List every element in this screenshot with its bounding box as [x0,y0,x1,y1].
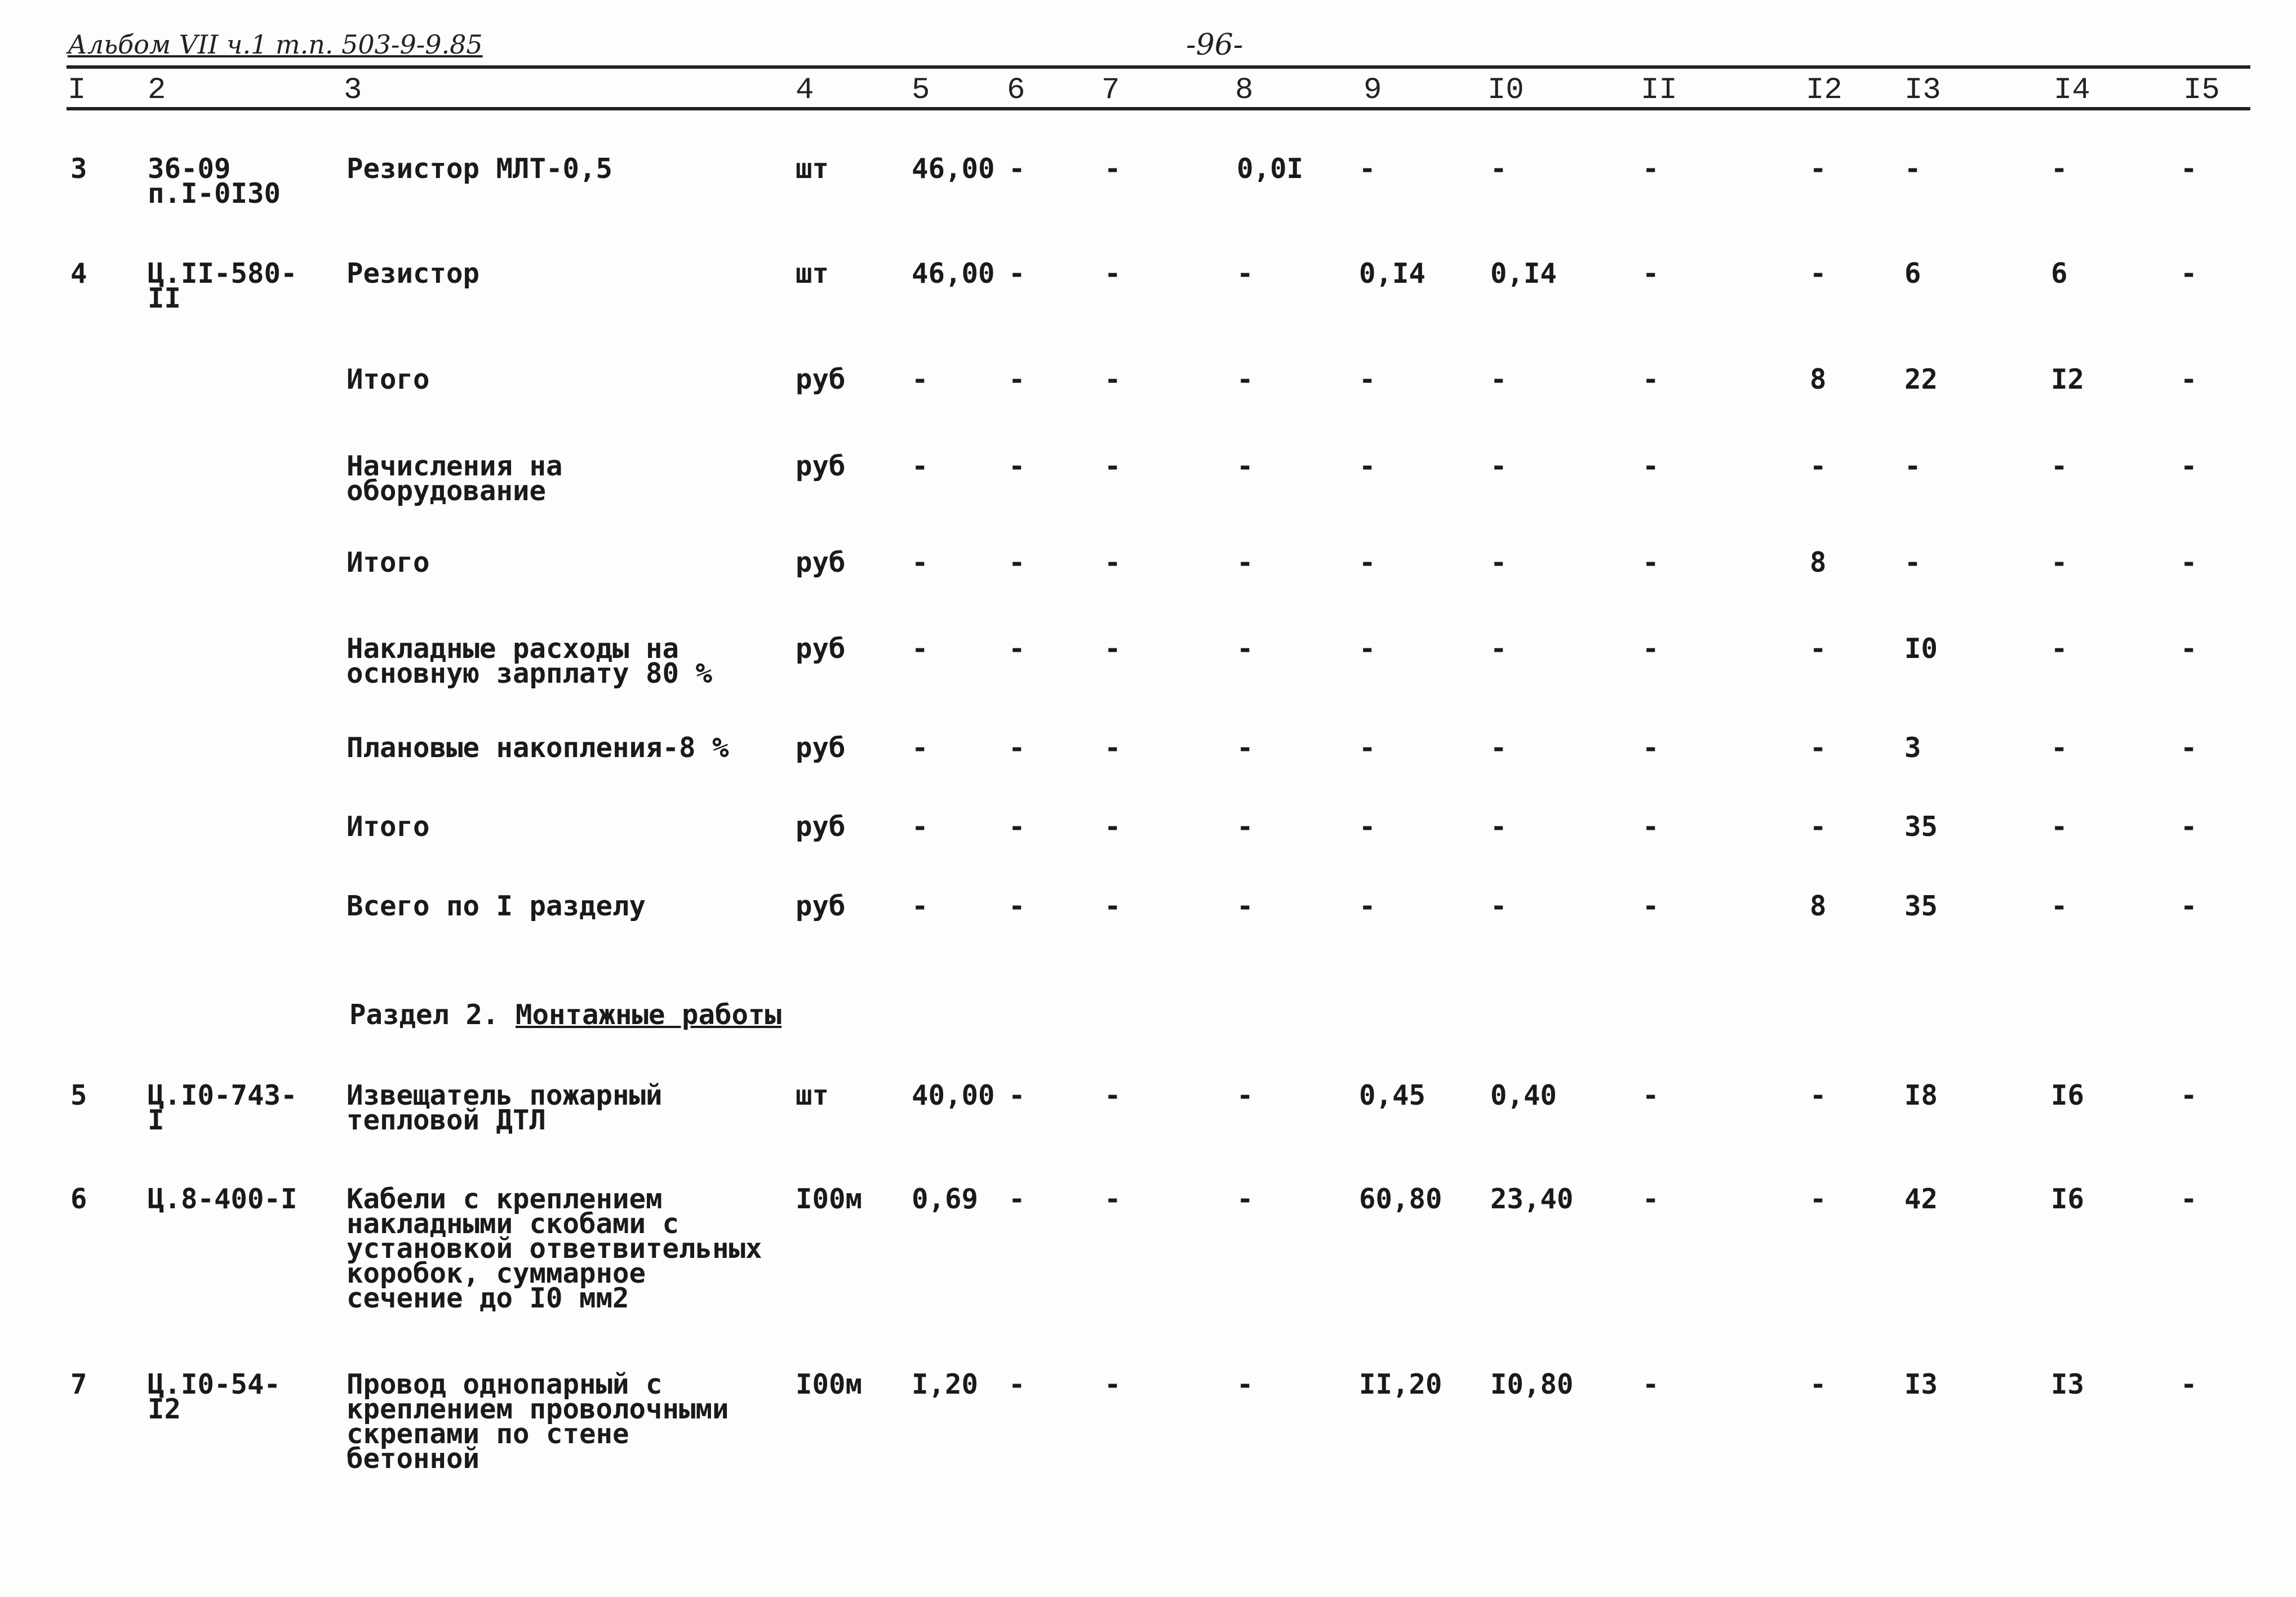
cell-col-14: - [2051,633,2068,665]
cell-col-12: - [1810,450,1827,482]
cell-col-5: - [912,450,929,482]
cell-col-10: I0,80 [1490,1368,1574,1400]
cell-col-15: - [2180,1079,2197,1111]
column-header-2: 2 [148,73,166,108]
cell-col-14: I6 [2051,1079,2085,1111]
cell-col-3: Извещатель пожарный тепловой ДТЛ [347,1079,663,1136]
cell-col-14: - [2051,811,2068,843]
cell-col-14: - [2051,546,2068,579]
cell-col-15: - [2180,890,2197,922]
cell-col-13: I8 [1904,1079,1938,1111]
cell-col-11: - [1642,363,1659,395]
cell-col-14: I3 [2051,1368,2085,1400]
cell-col-9: - [1359,811,1376,843]
cell-col-14: I6 [2051,1183,2085,1215]
cell-col-4: руб [796,811,846,843]
column-header-5: 5 [912,73,930,108]
cell-col-12: - [1810,633,1827,665]
cell-col-15: - [2180,363,2197,395]
cell-col-7: - [1104,633,1121,665]
cell-col-13: I3 [1904,1368,1938,1400]
cell-col-12: - [1810,732,1827,764]
column-header-13: I3 [1904,73,1941,108]
cell-col-3: Плановые накопления-8 % [347,732,729,764]
column-header-10: I0 [1487,73,1524,108]
cell-col-11: - [1642,1079,1659,1111]
cell-col-6: - [1009,1079,1025,1111]
cell-col-4: руб [796,732,846,764]
cell-col-12: - [1810,811,1827,843]
cell-col-13: 6 [1904,257,1921,290]
cell-col-9: - [1359,890,1376,922]
section-title: Монтажные работы [516,999,782,1031]
cell-col-7: - [1104,363,1121,395]
cell-col-10: - [1490,153,1507,185]
cell-col-8: - [1237,1183,1254,1215]
cell-col-10: 23,40 [1490,1183,1574,1215]
cell-col-6: - [1009,811,1025,843]
cell-col-7: - [1104,1183,1121,1215]
cell-col-6: - [1009,450,1025,482]
cell-col-10: - [1490,890,1507,922]
cell-col-5: 46,00 [912,153,995,185]
cell-col-3: Итого [347,811,430,843]
cell-col-11: - [1642,546,1659,579]
cell-col-9: 0,45 [1359,1079,1426,1111]
cell-col-5: - [912,732,929,764]
cell-col-8: - [1237,633,1254,665]
cell-col-8: - [1237,890,1254,922]
cell-col-11: - [1642,1368,1659,1400]
cell-col-8: - [1237,1368,1254,1400]
cell-col-13: 22 [1904,363,1938,395]
column-header-4: 4 [796,73,814,108]
section-heading [349,999,782,1031]
cell-col-8: - [1237,257,1254,290]
cell-col-7: - [1104,732,1121,764]
cell-col-13: - [1904,153,1921,185]
cell-col-6: - [1009,1368,1025,1400]
cell-col-5: - [912,363,929,395]
cell-col-8: - [1237,732,1254,764]
cell-col-1: 5 [70,1079,87,1111]
cell-col-3: Кабели с креплением накладными скобами с установкой ответвительных коробок, суммарное сечение до I0 мм2 [347,1183,762,1314]
cell-col-9: II,20 [1359,1368,1442,1400]
cell-col-6: - [1009,363,1025,395]
column-header-3: 3 [344,73,362,108]
column-header-1: I [68,73,86,108]
cell-col-14: 6 [2051,257,2068,290]
cell-col-2: Ц.II-580- II [148,257,297,314]
page-number: -96- [1186,28,1244,62]
cell-col-7: - [1104,546,1121,579]
cell-col-5: - [912,890,929,922]
column-header-9: 9 [1364,73,1382,108]
cell-col-7: - [1104,890,1121,922]
cell-col-3: Итого [347,546,430,579]
cell-col-5: 46,00 [912,257,995,290]
cell-col-9: - [1359,450,1376,482]
cell-col-7: - [1104,1079,1121,1111]
cell-col-4: руб [796,450,846,482]
cell-col-15: - [2180,1183,2197,1215]
cell-col-11: - [1642,811,1659,843]
cell-col-3: Резистор [347,257,480,290]
cell-col-15: - [2180,153,2197,185]
cell-col-4: I00м [796,1183,863,1215]
cell-col-15: - [2180,1368,2197,1400]
column-header-14: I4 [2054,73,2090,108]
cell-col-2: Ц.I0-54- I2 [148,1368,281,1425]
cell-col-4: шт [796,153,829,185]
cell-col-7: - [1104,153,1121,185]
cell-col-12: - [1810,257,1827,290]
cell-col-5: 0,69 [912,1183,979,1215]
cell-col-9: - [1359,363,1376,395]
cell-col-11: - [1642,153,1659,185]
cell-col-13: 35 [1904,811,1938,843]
cell-col-12: - [1810,1368,1827,1400]
cell-col-5: - [912,546,929,579]
column-header-15: I5 [2183,73,2220,108]
cell-col-8: - [1237,450,1254,482]
cell-col-4: руб [796,363,846,395]
cell-col-10: - [1490,811,1507,843]
cell-col-5: - [912,811,929,843]
cell-col-13: 42 [1904,1183,1938,1215]
cell-col-6: - [1009,732,1025,764]
cell-col-8: - [1237,546,1254,579]
cell-col-12: - [1810,1079,1827,1111]
cell-col-13: 3 [1904,732,1921,764]
column-header-7: 7 [1102,73,1120,108]
cell-col-15: - [2180,257,2197,290]
cell-col-14: I2 [2051,363,2085,395]
cell-col-9: - [1359,546,1376,579]
cell-col-10: - [1490,633,1507,665]
cell-col-6: - [1009,890,1025,922]
cell-col-9: - [1359,732,1376,764]
cell-col-10: 0,I4 [1490,257,1557,290]
column-header-12: I2 [1806,73,1842,108]
cell-col-6: - [1009,1183,1025,1215]
cell-col-4: руб [796,633,846,665]
cell-col-4: шт [796,257,829,290]
cell-col-13: I0 [1904,633,1938,665]
column-header-11: II [1641,73,1677,108]
cell-col-15: - [2180,732,2197,764]
cell-col-15: - [2180,546,2197,579]
cell-col-11: - [1642,257,1659,290]
cell-col-12: 8 [1810,363,1827,395]
cell-col-10: 0,40 [1490,1079,1557,1111]
cell-col-12: 8 [1810,890,1827,922]
cell-col-4: руб [796,890,846,922]
cell-col-15: - [2180,811,2197,843]
cell-col-7: - [1104,811,1121,843]
cell-col-9: 60,80 [1359,1183,1442,1215]
cell-col-2: Ц.8-400-I [148,1183,297,1215]
cell-col-15: - [2180,450,2197,482]
cell-col-11: - [1642,1183,1659,1215]
cell-col-14: - [2051,732,2068,764]
cell-col-2: Ц.I0-743- I [148,1079,297,1136]
cell-col-11: - [1642,890,1659,922]
cell-col-1: 6 [70,1183,87,1215]
cell-col-15: - [2180,633,2197,665]
cell-col-14: - [2051,450,2068,482]
column-header-6: 6 [1007,73,1025,108]
cell-col-5: 40,00 [912,1079,995,1111]
cell-col-12: - [1810,1183,1827,1215]
cell-col-3: Накладные расходы на основную зарплату 80 % [347,633,713,689]
cell-col-8: - [1237,811,1254,843]
cell-col-11: - [1642,732,1659,764]
cell-col-14: - [2051,153,2068,185]
cell-col-12: 8 [1810,546,1827,579]
cell-col-7: - [1104,1368,1121,1400]
cell-col-11: - [1642,633,1659,665]
cell-col-9: - [1359,153,1376,185]
cell-col-14: - [2051,890,2068,922]
cell-col-1: 4 [70,257,87,290]
cell-col-6: - [1009,257,1025,290]
cell-col-9: - [1359,633,1376,665]
cell-col-3: Провод однопарный с креплением проволочными скрепами по стене бетонной [347,1368,729,1475]
cell-col-3: Резистор МЛТ-0,5 [347,153,613,185]
cell-col-13: - [1904,450,1921,482]
cell-col-3: Начисления на оборудование [347,450,563,507]
column-header-8: 8 [1235,73,1254,108]
album-reference: Альбом VII ч.1 т.п. 503-9-9.85 [68,29,483,60]
cell-col-2: 36-09 п.I-0I30 [148,153,281,210]
cell-col-6: - [1009,153,1025,185]
cell-col-3: Итого [347,363,430,395]
cell-col-3: Всего по I разделу [347,890,646,922]
cell-col-8: 0,0I [1237,153,1304,185]
cell-col-4: I00м [796,1368,863,1400]
cell-col-10: - [1490,363,1507,395]
cell-col-10: - [1490,546,1507,579]
cell-col-6: - [1009,546,1025,579]
cell-col-1: 3 [70,153,87,185]
cell-col-9: 0,I4 [1359,257,1426,290]
cell-col-7: - [1104,257,1121,290]
cell-col-8: - [1237,1079,1254,1111]
cell-col-4: руб [796,546,846,579]
cell-col-10: - [1490,732,1507,764]
cell-col-5: I,20 [912,1368,979,1400]
cell-col-13: - [1904,546,1921,579]
cell-col-5: - [912,633,929,665]
cell-col-10: - [1490,450,1507,482]
cell-col-7: - [1104,450,1121,482]
cell-col-6: - [1009,633,1025,665]
cell-col-1: 7 [70,1368,87,1400]
cell-col-11: - [1642,450,1659,482]
cell-col-8: - [1237,363,1254,395]
cell-col-13: 35 [1904,890,1938,922]
header-top-rule [66,65,2250,69]
cell-col-4: шт [796,1079,829,1111]
section-prefix: Раздел 2. [349,999,516,1031]
cell-col-12: - [1810,153,1827,185]
